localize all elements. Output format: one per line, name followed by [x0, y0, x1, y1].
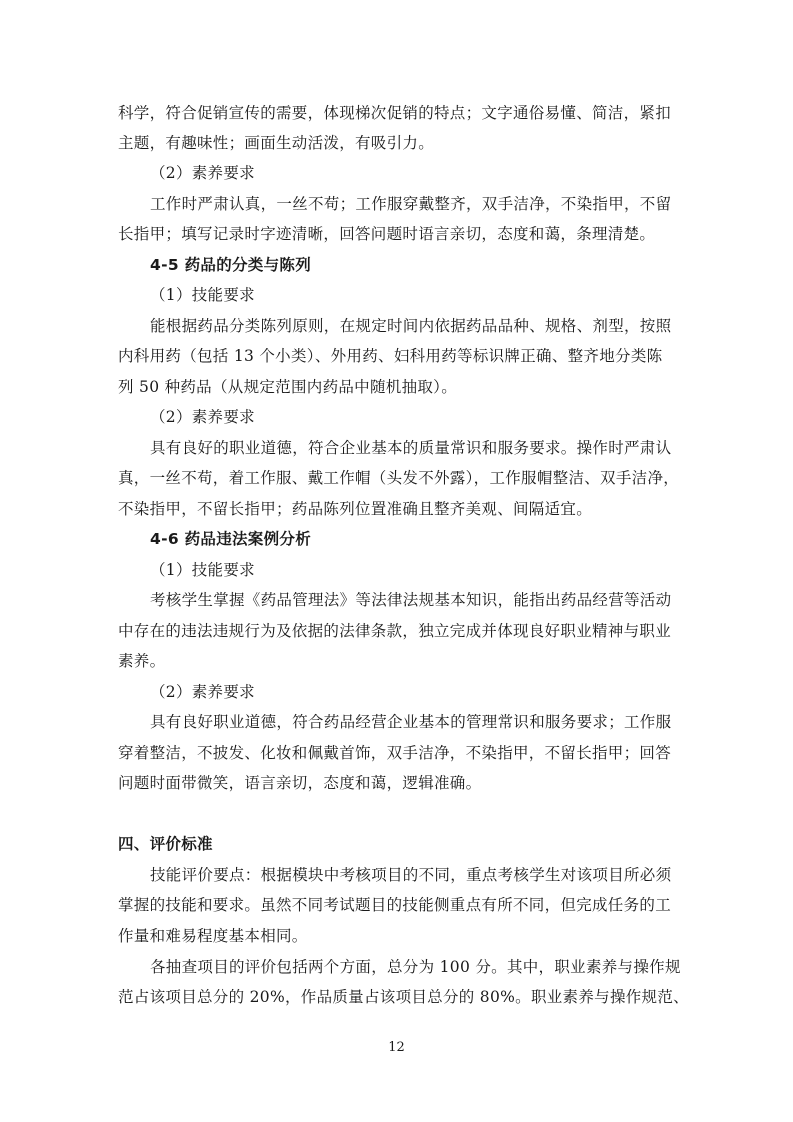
- section-heading-evaluation: 四、评价标准: [118, 835, 213, 853]
- section-heading-4-5: 4-5 药品的分类与陈列: [150, 256, 311, 274]
- paragraph-line: 各抽查项目的评价包括两个方面，总分为 100 分。其中，职业素养与操作规: [150, 958, 681, 976]
- paragraph-line: 列 50 种药品（从规定范围内药品中随机抽取）。: [118, 378, 458, 396]
- subheading-skills: （1）技能要求: [150, 286, 255, 304]
- paragraph-line: 长指甲；填写记录时字迹清晰，回答问题时语言亲切，态度和蔼，条理清楚。: [118, 225, 656, 243]
- paragraph-line: 科学，符合促销宣传的需要，体现梯次促销的特点；文字通俗易懂、简洁，紧扣: [118, 104, 672, 122]
- paragraph-line: 工作时严肃认真，一丝不苟；工作服穿戴整齐，双手洁净，不染指甲，不留: [150, 195, 672, 213]
- paragraph-line: 内科用药（包括 13 个小类）、外用药、妇科用药等标识牌正确、整齐地分类陈: [118, 347, 663, 365]
- subheading-literacy: （2）素养要求: [150, 683, 255, 701]
- paragraph-line: 技能评价要点：根据模块中考核项目的不同，重点考核学生对该项目所必须: [150, 866, 672, 884]
- section-heading-4-6: 4-6 药品违法案例分析: [150, 530, 311, 548]
- paragraph-line: 能根据药品分类陈列原则，在规定时间内依据药品品种、规格、剂型，按照: [150, 317, 672, 335]
- subheading-literacy: （2）素养要求: [150, 164, 255, 182]
- paragraph-line: 素养。: [118, 652, 166, 670]
- paragraph-line: 考核学生掌握《药品管理法》等法律法规基本知识，能指出药品经营等活动: [150, 591, 672, 609]
- paragraph-line: 穿着整洁，不披发、化妆和佩戴首饰，双手洁净，不染指甲，不留长指甲；回答: [118, 744, 672, 762]
- paragraph-line: 作量和难易程度基本相同。: [118, 927, 308, 945]
- paragraph-line: 主题，有趣味性；画面生动活泼，有吸引力。: [118, 134, 435, 152]
- paragraph-line: 具有良好职业道德，符合药品经营企业基本的管理常识和服务要求；工作服: [150, 713, 672, 731]
- paragraph-line: 具有良好的职业道德，符合企业基本的质量常识和服务要求。操作时严肃认: [150, 439, 672, 457]
- subheading-skills: （1）技能要求: [150, 561, 255, 579]
- paragraph-line: 中存在的违法违规行为及依据的法律条款，独立完成并体现良好职业精神与职业: [118, 622, 672, 640]
- paragraph-line: 范占该项目总分的 20%，作品质量占该项目总分的 80%。职业素养与操作规范、: [118, 988, 689, 1006]
- subheading-literacy: （2）素养要求: [150, 408, 255, 426]
- paragraph-line: 不染指甲，不留长指甲；药品陈列位置准确且整齐美观、间隔适宜。: [118, 500, 593, 518]
- paragraph-line: 问题时面带微笑，语言亲切，态度和蔼，逻辑准确。: [118, 774, 482, 792]
- paragraph-line: 掌握的技能和要求。虽然不同考试题目的技能侧重点有所不同，但完成任务的工: [118, 896, 672, 914]
- paragraph-line: 真，一丝不苟，着工作服、戴工作帽（头发不外露），工作服帽整洁、双手洁净，: [118, 469, 680, 487]
- page-number: 12: [388, 1040, 405, 1055]
